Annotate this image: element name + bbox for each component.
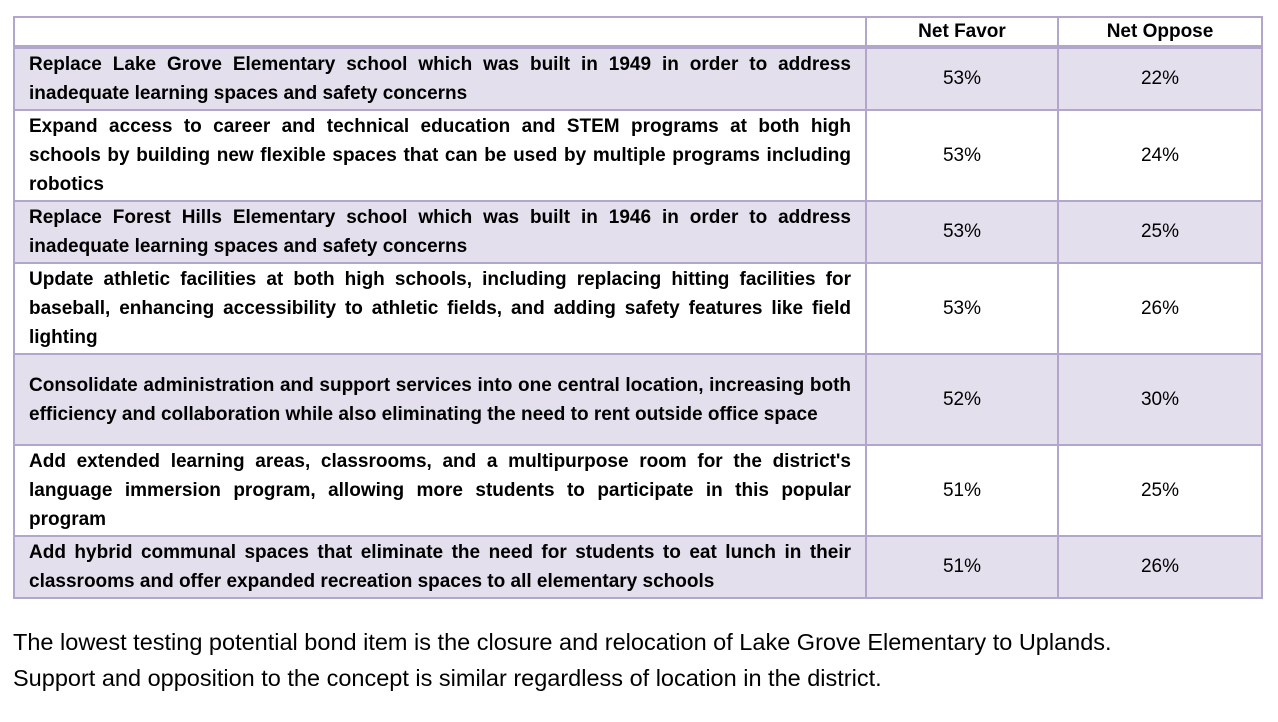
row-item-text: Replace Forest Hills Elementary school which was built in 1946 in order to address inadequate learning spaces and safety concerns <box>14 201 866 263</box>
row-net-oppose: 25% <box>1058 201 1262 263</box>
row-net-favor: 51% <box>866 536 1058 598</box>
row-net-oppose: 24% <box>1058 110 1262 201</box>
row-net-oppose: 26% <box>1058 536 1262 598</box>
table-row <box>14 47 1262 110</box>
summary-note-line: Support and opposition to the concept is similar regardless of location in the district. <box>13 665 882 691</box>
table-row <box>14 263 1262 354</box>
row-net-oppose: 26% <box>1058 263 1262 354</box>
table-row <box>14 110 1262 201</box>
row-net-favor: 53% <box>866 47 1058 110</box>
row-net-oppose: 25% <box>1058 445 1262 536</box>
header-net-favor: Net Favor <box>866 17 1058 47</box>
row-net-favor: 53% <box>866 201 1058 263</box>
row-net-oppose: 30% <box>1058 354 1262 445</box>
table-row <box>14 354 1262 445</box>
row-item-text: Consolidate administration and support services into one central location, increasing both efficiency and collaboration while also eliminating the need to rent outside office space <box>14 354 866 445</box>
row-item-text: Add hybrid communal spaces that eliminate the need for students to eat lunch in their classrooms and offer expanded recreation spaces to all elementary schools <box>14 536 866 598</box>
row-net-favor: 51% <box>866 445 1058 536</box>
table-row <box>14 445 1262 536</box>
header-item-cell <box>14 17 866 47</box>
summary-note <box>13 624 1273 696</box>
table-row <box>14 536 1262 598</box>
header-net-oppose: Net Oppose <box>1058 17 1262 47</box>
row-item-text: Replace Lake Grove Elementary school which was built in 1949 in order to address inadequate learning spaces and safety concerns <box>14 47 866 110</box>
row-net-favor: 53% <box>866 263 1058 354</box>
bond-items-table <box>13 16 1263 599</box>
row-item-text: Update athletic facilities at both high schools, including replacing hitting facilities for baseball, enhancing accessibility to athletic fields, and adding safety features like field lighting <box>14 263 866 354</box>
table-header-row <box>14 17 1262 47</box>
row-net-favor: 52% <box>866 354 1058 445</box>
summary-note-line: The lowest testing potential bond item is the closure and relocation of Lake Grove Elementary to Uplands. <box>13 629 1112 655</box>
row-item-text: Add extended learning areas, classrooms, and a multipurpose room for the district's language immersion program, allowing more students to participate in this popular program <box>14 445 866 536</box>
table-row <box>14 201 1262 263</box>
row-item-text: Expand access to career and technical education and STEM programs at both high schools by building new flexible spaces that can be used by multiple programs including robotics <box>14 110 866 201</box>
row-net-oppose: 22% <box>1058 47 1262 110</box>
row-net-favor: 53% <box>866 110 1058 201</box>
